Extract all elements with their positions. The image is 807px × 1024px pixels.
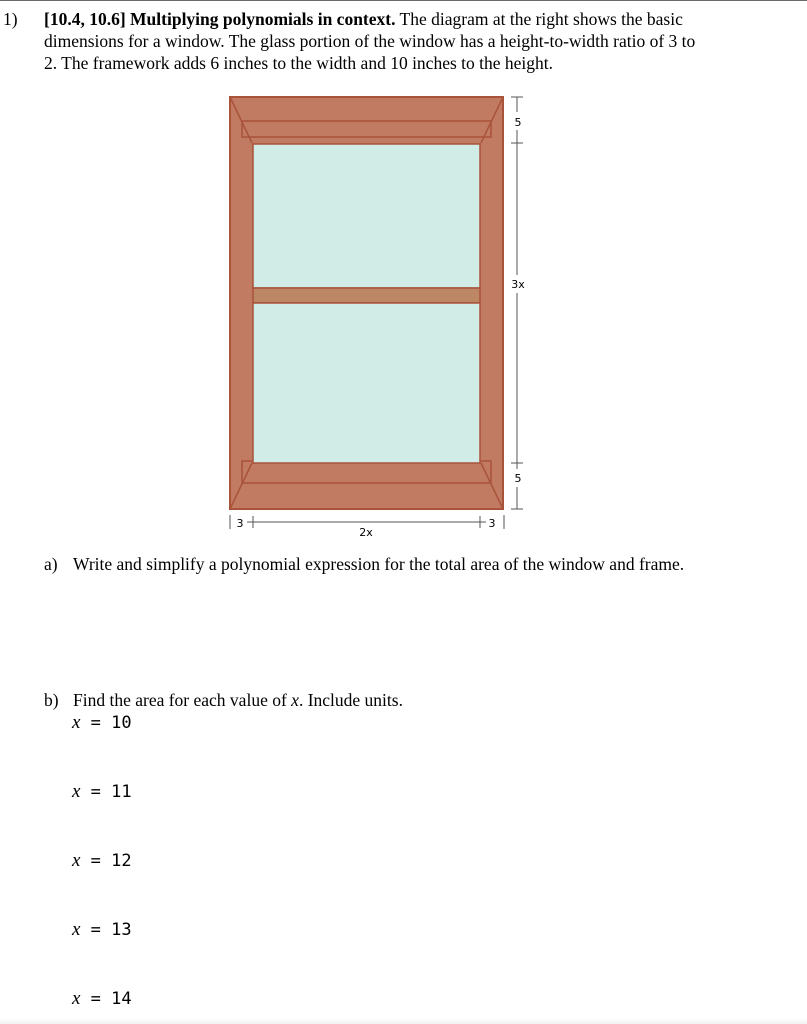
height-dimension-line (511, 97, 523, 509)
problem-text-1: The diagram at the right shows the basic (399, 9, 683, 29)
page-bottom-edge (0, 1018, 807, 1024)
x-value-item: x = 11 (72, 781, 132, 802)
glass-upper-pane (253, 144, 480, 288)
glass-lower-pane (253, 303, 480, 463)
part-b-text-before: Find the area for each value of (73, 690, 292, 710)
glass-width-label: 2x (359, 526, 373, 539)
problem-line-1 (0, 8, 683, 30)
glass-height-label: 3x (511, 278, 525, 291)
part-b-question (44, 689, 403, 711)
problem-line-3: 2. The framework adds 6 inches to the width and 10 inches to the height. (44, 53, 554, 73)
x-value-item: x = 14 (72, 988, 132, 1009)
x-value-item: x = 12 (72, 850, 132, 871)
part-b-letter: b) (44, 690, 59, 710)
left-frame-label: 3 (236, 517, 244, 530)
problem-number: 1) (3, 9, 18, 29)
part-b-variable: x (291, 690, 299, 710)
problem-tag: [10.4, 10.6] (44, 9, 126, 29)
x-value-item: x = 10 (72, 712, 132, 733)
part-a-letter: a) (44, 554, 58, 574)
x-value-item: x = 13 (72, 919, 132, 940)
part-a-question (44, 553, 684, 575)
bottom-frame-label: 5 (514, 472, 522, 485)
top-rule (0, 0, 807, 1)
top-frame-label: 5 (514, 116, 522, 129)
part-a-text: Write and simplify a polynomial expression for the total area of the window and frame. (73, 554, 685, 574)
part-b-text-after: . Include units. (298, 690, 403, 710)
problem-title: Multiplying polynomials in context. (130, 9, 396, 29)
window-sill (253, 288, 480, 303)
right-frame-label: 3 (488, 517, 496, 530)
problem-line-2: dimensions for a window. The glass portion of the window has a height-to-width ratio of 3 to (44, 31, 696, 51)
window-diagram (222, 88, 542, 548)
